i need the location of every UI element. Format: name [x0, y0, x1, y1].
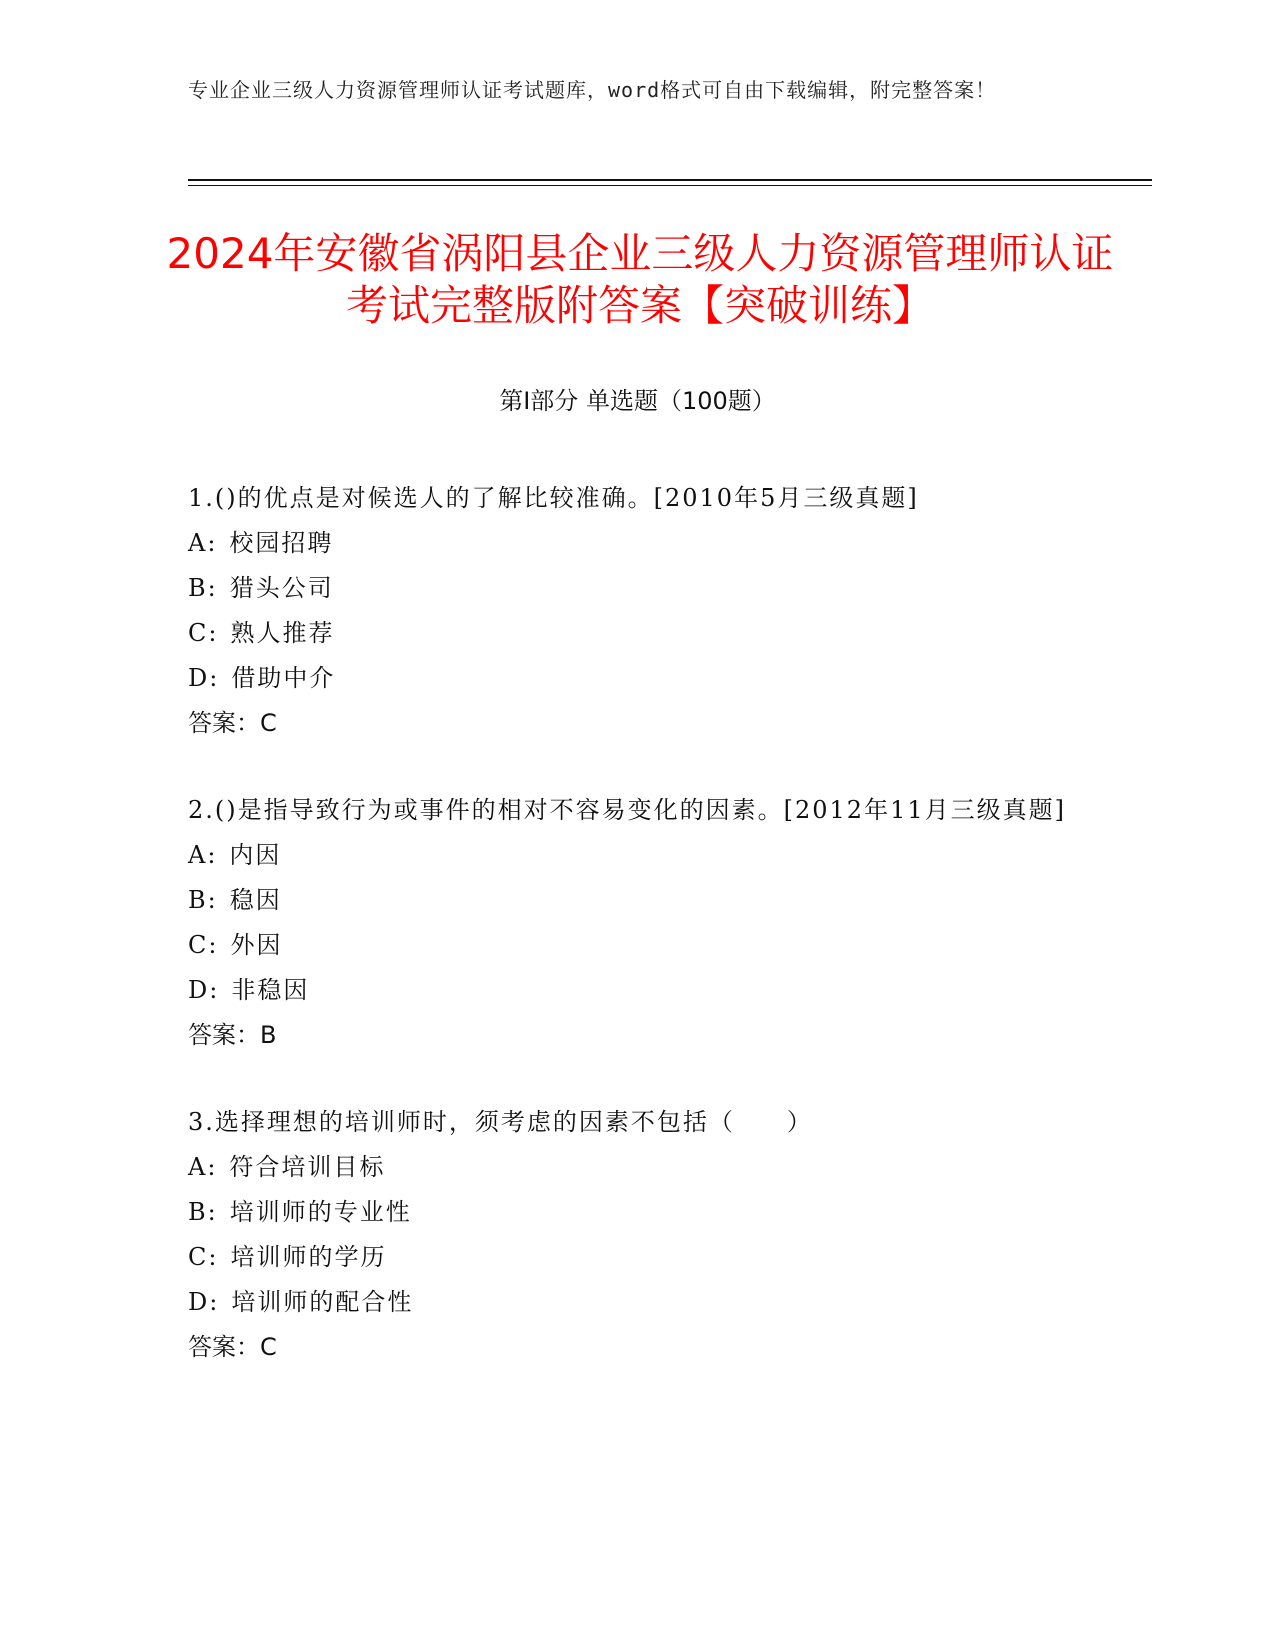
option-text: 培训师的学历	[230, 1243, 387, 1271]
option-letter: D:	[188, 1288, 220, 1316]
question-3	[188, 1100, 1088, 1370]
option-letter: A:	[188, 1153, 218, 1181]
option-letter: C:	[188, 931, 219, 959]
option-b	[188, 878, 1088, 923]
option-letter: C:	[188, 1243, 219, 1271]
header-rule-thick	[188, 179, 1152, 181]
question-stem: 1.()的优点是对候选人的了解比较准确。[2010年5月三级真题]	[188, 484, 919, 512]
question-stem: 2.()是指导致行为或事件的相对不容易变化的因素。[2012年11月三级真题]	[188, 796, 1066, 824]
option-letter: B:	[188, 574, 218, 602]
option-letter: B:	[188, 886, 218, 914]
option-text: 内因	[229, 841, 282, 869]
question-list	[188, 476, 1088, 1412]
section-heading: 第I部分 单选题（100题）	[499, 387, 776, 415]
option-a	[188, 1145, 1088, 1190]
option-a	[188, 521, 1088, 566]
option-letter: D:	[188, 976, 220, 1004]
option-c	[188, 611, 1088, 656]
option-letter: B:	[188, 1198, 218, 1226]
option-c	[188, 1235, 1088, 1280]
option-letter: D:	[188, 664, 220, 692]
question-stem: 3.选择理想的培训师时，须考虑的因素不包括（ ）	[188, 1108, 813, 1136]
option-b	[188, 566, 1088, 611]
option-text: 借助中介	[231, 664, 336, 692]
option-letter: A:	[188, 529, 218, 557]
option-text: 熟人推荐	[230, 619, 335, 647]
header-note: 专业企业三级人力资源管理师认证考试题库，word格式可自由下载编辑，附完整答案！	[188, 78, 997, 102]
option-letter: A:	[188, 841, 218, 869]
option-text: 符合培训目标	[229, 1153, 386, 1181]
header-rule-thin	[188, 185, 1152, 186]
option-letter: C:	[188, 619, 219, 647]
option-text: 外因	[230, 931, 283, 959]
option-b	[188, 1190, 1088, 1235]
question-1	[188, 476, 1088, 746]
option-text: 培训师的配合性	[231, 1288, 414, 1316]
option-d	[188, 656, 1088, 701]
option-d	[188, 968, 1088, 1013]
answer-line: 答案：C	[188, 709, 277, 737]
option-d	[188, 1280, 1088, 1325]
answer-line: 答案：B	[188, 1021, 277, 1049]
document-title: 2024年安徽省涡阳县企业三级人力资源管理师认证考试完整版附答案【突破训练】	[166, 229, 1114, 330]
option-text: 非稳因	[231, 976, 310, 1004]
option-text: 培训师的专业性	[229, 1198, 412, 1226]
answer-line: 答案：C	[188, 1333, 277, 1361]
option-a	[188, 833, 1088, 878]
option-text: 稳因	[229, 886, 282, 914]
question-2	[188, 788, 1088, 1058]
option-text: 校园招聘	[229, 529, 334, 557]
option-c	[188, 923, 1088, 968]
option-text: 猎头公司	[229, 574, 334, 602]
